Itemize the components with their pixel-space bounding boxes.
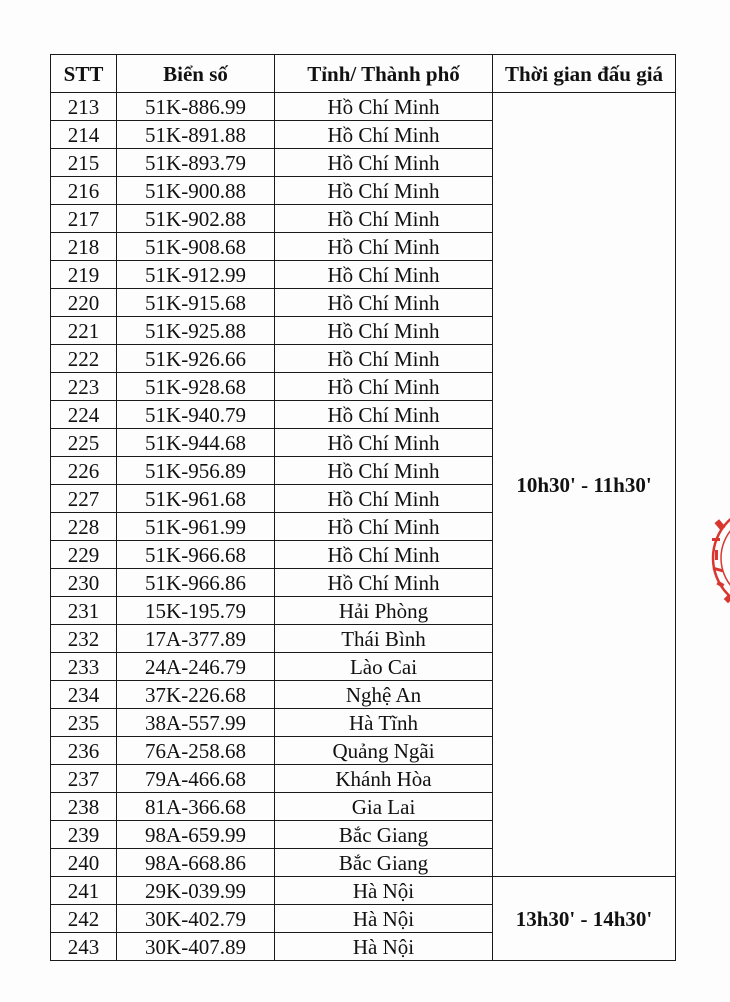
plate-cell: 51K-908.68 (117, 233, 275, 261)
province-cell: Hà Nội (275, 877, 493, 905)
plate-cell: 51K-915.68 (117, 289, 275, 317)
plate-cell: 51K-893.79 (117, 149, 275, 177)
plate-cell: 98A-659.99 (117, 821, 275, 849)
plate-cell: 51K-886.99 (117, 93, 275, 121)
province-cell: Hải Phòng (275, 597, 493, 625)
plate-cell: 15K-195.79 (117, 597, 275, 625)
header-stt: STT (51, 55, 117, 93)
stt-cell: 215 (51, 149, 117, 177)
stt-cell: 219 (51, 261, 117, 289)
province-cell: Hồ Chí Minh (275, 345, 493, 373)
header-plate: Biển số (117, 55, 275, 93)
stt-cell: 241 (51, 877, 117, 905)
table-row (51, 93, 676, 121)
plate-cell: 51K-925.88 (117, 317, 275, 345)
stt-cell: 229 (51, 541, 117, 569)
stt-cell: 237 (51, 765, 117, 793)
plate-cell: 37K-226.68 (117, 681, 275, 709)
stt-cell: 226 (51, 457, 117, 485)
province-cell: Hồ Chí Minh (275, 233, 493, 261)
plate-cell: 17A-377.89 (117, 625, 275, 653)
red-seal-stamp-icon (705, 498, 730, 618)
stt-cell: 227 (51, 485, 117, 513)
stt-cell: 214 (51, 121, 117, 149)
province-cell: Hồ Chí Minh (275, 401, 493, 429)
plate-cell: 51K-900.88 (117, 177, 275, 205)
plate-cell: 51K-891.88 (117, 121, 275, 149)
province-cell: Khánh Hòa (275, 765, 493, 793)
plate-cell: 30K-407.89 (117, 933, 275, 961)
table-row (51, 877, 676, 905)
stt-cell: 217 (51, 205, 117, 233)
stt-cell: 234 (51, 681, 117, 709)
table-header-row (51, 55, 676, 93)
stt-cell: 224 (51, 401, 117, 429)
license-plate-auction-table (50, 54, 676, 961)
stt-cell: 225 (51, 429, 117, 457)
province-cell: Hà Tĩnh (275, 709, 493, 737)
plate-cell: 51K-928.68 (117, 373, 275, 401)
plate-cell: 51K-940.79 (117, 401, 275, 429)
province-cell: Bắc Giang (275, 821, 493, 849)
stt-cell: 240 (51, 849, 117, 877)
province-cell: Hồ Chí Minh (275, 149, 493, 177)
header-time: Thời gian đấu giá (493, 55, 676, 93)
province-cell: Hà Nội (275, 905, 493, 933)
stt-cell: 220 (51, 289, 117, 317)
plate-cell: 51K-961.68 (117, 485, 275, 513)
stt-cell: 216 (51, 177, 117, 205)
stt-cell: 243 (51, 933, 117, 961)
province-cell: Nghệ An (275, 681, 493, 709)
province-cell: Gia Lai (275, 793, 493, 821)
province-cell: Hồ Chí Minh (275, 205, 493, 233)
province-cell: Hồ Chí Minh (275, 569, 493, 597)
stt-cell: 221 (51, 317, 117, 345)
stt-cell: 239 (51, 821, 117, 849)
auction-time-cell: 10h30' - 11h30' (493, 93, 676, 877)
province-cell: Quảng Ngãi (275, 737, 493, 765)
plate-cell: 24A-246.79 (117, 653, 275, 681)
plate-cell: 29K-039.99 (117, 877, 275, 905)
province-cell: Hồ Chí Minh (275, 261, 493, 289)
province-cell: Hồ Chí Minh (275, 289, 493, 317)
stt-cell: 213 (51, 93, 117, 121)
stt-cell: 231 (51, 597, 117, 625)
province-cell: Hồ Chí Minh (275, 317, 493, 345)
table-body (51, 93, 676, 961)
stt-cell: 233 (51, 653, 117, 681)
province-cell: Hồ Chí Minh (275, 177, 493, 205)
province-cell: Hồ Chí Minh (275, 373, 493, 401)
stt-cell: 218 (51, 233, 117, 261)
province-cell: Hồ Chí Minh (275, 541, 493, 569)
plate-cell: 51K-902.88 (117, 205, 275, 233)
province-cell: Bắc Giang (275, 849, 493, 877)
plate-cell: 51K-966.86 (117, 569, 275, 597)
plate-cell: 30K-402.79 (117, 905, 275, 933)
plate-cell: 98A-668.86 (117, 849, 275, 877)
plate-cell: 51K-926.66 (117, 345, 275, 373)
province-cell: Hồ Chí Minh (275, 485, 493, 513)
province-cell: Hồ Chí Minh (275, 121, 493, 149)
plate-cell: 81A-366.68 (117, 793, 275, 821)
province-cell: Hà Nội (275, 933, 493, 961)
province-cell: Hồ Chí Minh (275, 513, 493, 541)
stt-cell: 232 (51, 625, 117, 653)
stt-cell: 242 (51, 905, 117, 933)
province-cell: Lào Cai (275, 653, 493, 681)
header-province: Tỉnh/ Thành phố (275, 55, 493, 93)
stt-cell: 236 (51, 737, 117, 765)
auction-time-cell: 13h30' - 14h30' (493, 877, 676, 961)
stt-cell: 223 (51, 373, 117, 401)
stt-cell: 238 (51, 793, 117, 821)
stt-cell: 235 (51, 709, 117, 737)
plate-cell: 38A-557.99 (117, 709, 275, 737)
stt-cell: 222 (51, 345, 117, 373)
plate-cell: 51K-956.89 (117, 457, 275, 485)
province-cell: Hồ Chí Minh (275, 457, 493, 485)
plate-cell: 51K-912.99 (117, 261, 275, 289)
province-cell: Thái Bình (275, 625, 493, 653)
plate-cell: 76A-258.68 (117, 737, 275, 765)
province-cell: Hồ Chí Minh (275, 93, 493, 121)
stt-cell: 230 (51, 569, 117, 597)
province-cell: Hồ Chí Minh (275, 429, 493, 457)
plate-cell: 51K-944.68 (117, 429, 275, 457)
stt-cell: 228 (51, 513, 117, 541)
plate-cell: 51K-961.99 (117, 513, 275, 541)
plate-cell: 51K-966.68 (117, 541, 275, 569)
plate-cell: 79A-466.68 (117, 765, 275, 793)
